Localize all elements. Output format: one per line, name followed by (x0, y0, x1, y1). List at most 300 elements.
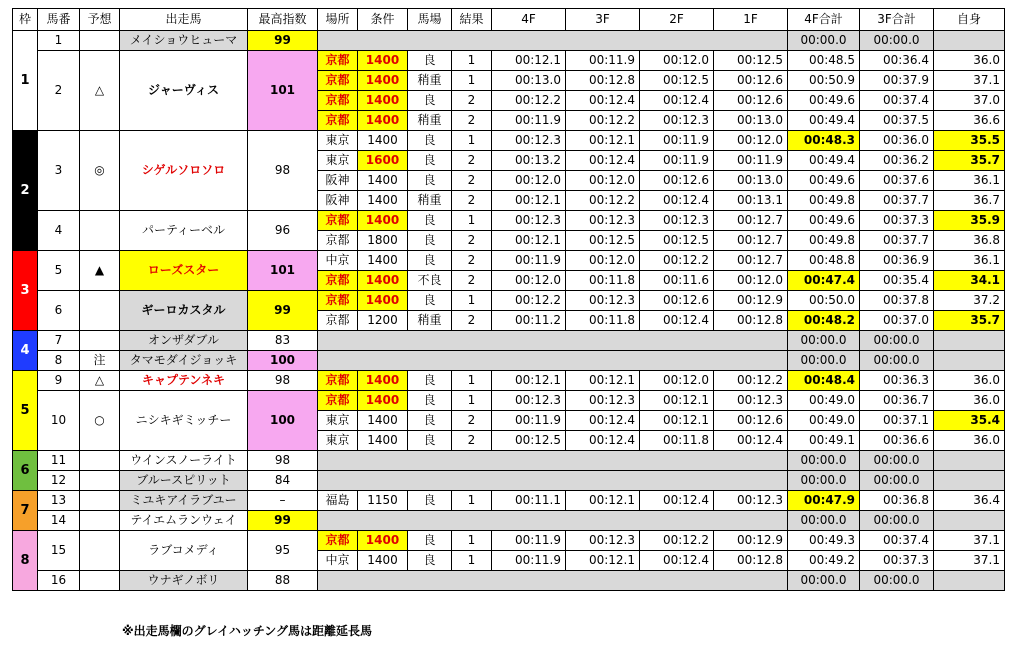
venue-cell: 京都 (318, 311, 358, 331)
horse-name-cell: ニシキギミッチー (120, 391, 248, 451)
split-4f-cell: 00:12.1 (492, 231, 566, 251)
split-4f-cell: 00:12.0 (492, 271, 566, 291)
total-4f-cell: 00:49.6 (788, 91, 860, 111)
split-4f-cell: 00:12.0 (492, 171, 566, 191)
split-4f-cell: 00:12.2 (492, 91, 566, 111)
total-4f-cell: 00:50.0 (788, 291, 860, 311)
split-4f-cell: 00:11.9 (492, 531, 566, 551)
max-index-cell: 88 (248, 571, 318, 591)
horse-number-cell: 1 (38, 31, 80, 51)
split-1f-cell: 00:12.4 (714, 431, 788, 451)
horse-name-cell: ブルースピリット (120, 471, 248, 491)
split-3f-cell: 00:12.4 (566, 151, 640, 171)
distance-cell: 1400 (358, 391, 408, 411)
venue-cell: 東京 (318, 131, 358, 151)
max-index-cell: 95 (248, 531, 318, 571)
distance-cell: 1400 (358, 51, 408, 71)
prediction-mark-cell (80, 571, 120, 591)
total-4f-cell: 00:49.3 (788, 531, 860, 551)
max-index-cell: 99 (248, 31, 318, 51)
split-1f-cell: 00:13.0 (714, 171, 788, 191)
total-4f-cell: 00:00.0 (788, 331, 860, 351)
track-condition-cell: 良 (408, 291, 452, 311)
total-4f-cell: 00:49.4 (788, 151, 860, 171)
split-3f-cell: 00:12.1 (566, 491, 640, 511)
horse-number-cell: 4 (38, 211, 80, 251)
result-cell: 1 (452, 51, 492, 71)
track-condition-cell: 良 (408, 51, 452, 71)
split-2f-cell: 00:12.4 (640, 91, 714, 111)
max-index-cell: 99 (248, 291, 318, 331)
split-4f-cell: 00:12.3 (492, 211, 566, 231)
self-time-cell: 35.7 (934, 311, 1005, 331)
split-1f-cell: 00:12.6 (714, 71, 788, 91)
max-index-cell: 98 (248, 371, 318, 391)
horse-number-cell: 5 (38, 251, 80, 291)
split-3f-cell: 00:12.1 (566, 371, 640, 391)
result-cell: 2 (452, 311, 492, 331)
total-3f-cell: 00:36.9 (860, 251, 934, 271)
prediction-mark-cell (80, 451, 120, 471)
frame-number-cell: 5 (13, 371, 38, 451)
horse-name-cell: テイエムランウェイ (120, 511, 248, 531)
column-header: 4F合計 (788, 9, 860, 31)
distance-cell: 1400 (358, 71, 408, 91)
horse-number-cell: 15 (38, 531, 80, 571)
split-2f-cell: 00:12.4 (640, 191, 714, 211)
distance-cell: 1400 (358, 271, 408, 291)
self-time-cell: 36.0 (934, 371, 1005, 391)
total-3f-cell: 00:00.0 (860, 331, 934, 351)
track-condition-cell: 良 (408, 151, 452, 171)
split-4f-cell: 00:12.3 (492, 131, 566, 151)
split-3f-cell: 00:12.3 (566, 531, 640, 551)
split-4f-cell: 00:13.2 (492, 151, 566, 171)
track-condition-cell: 良 (408, 531, 452, 551)
split-2f-cell: 00:12.3 (640, 211, 714, 231)
self-time-cell (934, 331, 1005, 351)
split-3f-cell: 00:12.4 (566, 431, 640, 451)
distance-cell: 1400 (358, 171, 408, 191)
split-3f-cell: 00:12.1 (566, 551, 640, 571)
horse-name-cell: オンザダブル (120, 331, 248, 351)
result-cell: 1 (452, 71, 492, 91)
result-cell: 2 (452, 431, 492, 451)
split-4f-cell: 00:11.9 (492, 551, 566, 571)
total-3f-cell: 00:00.0 (860, 451, 934, 471)
self-time-cell: 35.4 (934, 411, 1005, 431)
prediction-mark-cell: ◎ (80, 131, 120, 211)
horse-number-cell: 10 (38, 391, 80, 451)
self-time-cell: 37.2 (934, 291, 1005, 311)
track-condition-cell: 良 (408, 251, 452, 271)
split-4f-cell: 00:12.1 (492, 191, 566, 211)
horse-name-cell: ウインスノーライト (120, 451, 248, 471)
total-3f-cell: 00:00.0 (860, 31, 934, 51)
prediction-mark-cell (80, 491, 120, 511)
split-3f-cell: 00:12.0 (566, 171, 640, 191)
venue-cell: 京都 (318, 271, 358, 291)
track-condition-cell: 良 (408, 91, 452, 111)
result-cell: 1 (452, 291, 492, 311)
horse-name-cell: ミユキアイラブユー (120, 491, 248, 511)
horse-name-cell: パーティーベル (120, 211, 248, 251)
table-row (13, 31, 1005, 51)
self-time-cell (934, 451, 1005, 471)
distance-cell: 1400 (358, 551, 408, 571)
split-2f-cell: 00:11.8 (640, 431, 714, 451)
split-1f-cell: 00:12.5 (714, 51, 788, 71)
split-2f-cell: 00:12.5 (640, 231, 714, 251)
self-time-cell: 36.0 (934, 51, 1005, 71)
column-header: 馬番 (38, 9, 80, 31)
no-race-data-cell (318, 571, 788, 591)
max-index-cell: 99 (248, 511, 318, 531)
venue-cell: 阪神 (318, 171, 358, 191)
prediction-mark-cell (80, 211, 120, 251)
venue-cell: 京都 (318, 91, 358, 111)
frame-number-cell: 6 (13, 451, 38, 491)
split-3f-cell: 00:12.4 (566, 91, 640, 111)
distance-cell: 1400 (358, 191, 408, 211)
table-row (13, 51, 1005, 71)
split-2f-cell: 00:12.6 (640, 291, 714, 311)
split-1f-cell: 00:12.9 (714, 531, 788, 551)
total-3f-cell: 00:36.3 (860, 371, 934, 391)
split-3f-cell: 00:12.0 (566, 251, 640, 271)
total-4f-cell: 00:49.8 (788, 191, 860, 211)
split-3f-cell: 00:11.9 (566, 51, 640, 71)
venue-cell: 東京 (318, 431, 358, 451)
prediction-mark-cell (80, 531, 120, 571)
track-condition-cell: 稍重 (408, 191, 452, 211)
table-row (13, 331, 1005, 351)
horse-name-cell: ローズスター (120, 251, 248, 291)
split-3f-cell: 00:12.3 (566, 211, 640, 231)
split-1f-cell: 00:12.6 (714, 91, 788, 111)
self-time-cell: 36.1 (934, 171, 1005, 191)
horse-name-cell: シゲルソロソロ (120, 131, 248, 211)
frame-number-cell: 2 (13, 131, 38, 251)
split-3f-cell: 00:12.4 (566, 411, 640, 431)
total-3f-cell: 00:37.3 (860, 211, 934, 231)
column-header: 場所 (318, 9, 358, 31)
horse-number-cell: 3 (38, 131, 80, 211)
split-1f-cell: 00:12.3 (714, 391, 788, 411)
distance-cell: 1400 (358, 211, 408, 231)
horse-number-cell: 9 (38, 371, 80, 391)
split-1f-cell: 00:12.2 (714, 371, 788, 391)
total-4f-cell: 00:49.0 (788, 391, 860, 411)
max-index-cell: 101 (248, 251, 318, 291)
horse-number-cell: 14 (38, 511, 80, 531)
max-index-cell: 101 (248, 51, 318, 131)
split-2f-cell: 00:12.0 (640, 371, 714, 391)
total-3f-cell: 00:36.2 (860, 151, 934, 171)
table-row (13, 451, 1005, 471)
split-2f-cell: 00:11.9 (640, 131, 714, 151)
venue-cell: 京都 (318, 371, 358, 391)
column-header: 自身 (934, 9, 1005, 31)
result-cell: 2 (452, 171, 492, 191)
table-body (13, 31, 1005, 591)
total-3f-cell: 00:37.7 (860, 231, 934, 251)
self-time-cell: 37.0 (934, 91, 1005, 111)
result-cell: 1 (452, 391, 492, 411)
total-4f-cell: 00:00.0 (788, 471, 860, 491)
venue-cell: 京都 (318, 391, 358, 411)
split-4f-cell: 00:11.9 (492, 111, 566, 131)
self-time-cell: 36.4 (934, 491, 1005, 511)
prediction-mark-cell (80, 471, 120, 491)
split-1f-cell: 00:12.0 (714, 271, 788, 291)
split-1f-cell: 00:12.7 (714, 251, 788, 271)
result-cell: 1 (452, 211, 492, 231)
track-condition-cell: 良 (408, 431, 452, 451)
split-1f-cell: 00:12.3 (714, 491, 788, 511)
table-row (13, 371, 1005, 391)
venue-cell: 京都 (318, 291, 358, 311)
max-index-cell: 98 (248, 451, 318, 471)
distance-cell: 1400 (358, 371, 408, 391)
horse-number-cell: 16 (38, 571, 80, 591)
track-condition-cell: 稍重 (408, 111, 452, 131)
result-cell: 1 (452, 371, 492, 391)
total-4f-cell: 00:00.0 (788, 571, 860, 591)
column-header: 結果 (452, 9, 492, 31)
total-4f-cell: 00:00.0 (788, 511, 860, 531)
split-4f-cell: 00:11.2 (492, 311, 566, 331)
distance-cell: 1200 (358, 311, 408, 331)
split-4f-cell: 00:11.9 (492, 251, 566, 271)
self-time-cell (934, 571, 1005, 591)
distance-cell: 1400 (358, 251, 408, 271)
total-3f-cell: 00:36.4 (860, 51, 934, 71)
self-time-cell: 36.0 (934, 391, 1005, 411)
total-3f-cell: 00:00.0 (860, 571, 934, 591)
split-3f-cell: 00:11.8 (566, 311, 640, 331)
track-condition-cell: 良 (408, 211, 452, 231)
race-table-container (12, 8, 998, 591)
self-time-cell: 35.5 (934, 131, 1005, 151)
distance-cell: 1400 (358, 411, 408, 431)
total-4f-cell: 00:00.0 (788, 351, 860, 371)
venue-cell: 京都 (318, 531, 358, 551)
table-row (13, 571, 1005, 591)
split-2f-cell: 00:12.0 (640, 51, 714, 71)
split-1f-cell: 00:12.8 (714, 311, 788, 331)
result-cell: 2 (452, 271, 492, 291)
column-header: 1F (714, 9, 788, 31)
venue-cell: 京都 (318, 51, 358, 71)
split-1f-cell: 00:12.7 (714, 231, 788, 251)
self-time-cell: 34.1 (934, 271, 1005, 291)
split-2f-cell: 00:11.9 (640, 151, 714, 171)
split-2f-cell: 00:12.3 (640, 111, 714, 131)
prediction-mark-cell: △ (80, 371, 120, 391)
split-2f-cell: 00:12.4 (640, 491, 714, 511)
venue-cell: 京都 (318, 211, 358, 231)
horse-name-cell: タマモダイジョッキ (120, 351, 248, 371)
total-4f-cell: 00:48.5 (788, 51, 860, 71)
max-index-cell: 96 (248, 211, 318, 251)
prediction-mark-cell: △ (80, 51, 120, 131)
self-time-cell: 36.8 (934, 231, 1005, 251)
total-4f-cell: 00:49.8 (788, 231, 860, 251)
total-4f-cell: 00:48.2 (788, 311, 860, 331)
table-row (13, 531, 1005, 551)
horse-number-cell: 12 (38, 471, 80, 491)
split-4f-cell: 00:11.9 (492, 411, 566, 431)
total-3f-cell: 00:37.5 (860, 111, 934, 131)
split-4f-cell: 00:12.2 (492, 291, 566, 311)
distance-cell: 1600 (358, 151, 408, 171)
distance-cell: 1400 (358, 431, 408, 451)
column-header: 予想 (80, 9, 120, 31)
horse-name-cell: ラブコメディ (120, 531, 248, 571)
track-condition-cell: 稍重 (408, 71, 452, 91)
self-time-cell: 37.1 (934, 71, 1005, 91)
self-time-cell: 35.7 (934, 151, 1005, 171)
split-1f-cell: 00:13.1 (714, 191, 788, 211)
track-condition-cell: 不良 (408, 271, 452, 291)
column-header: 出走馬 (120, 9, 248, 31)
total-3f-cell: 00:00.0 (860, 471, 934, 491)
header-row (13, 9, 1005, 31)
horse-name-cell: ウナギノボリ (120, 571, 248, 591)
total-4f-cell: 00:49.6 (788, 211, 860, 231)
total-3f-cell: 00:00.0 (860, 511, 934, 531)
column-header: 枠 (13, 9, 38, 31)
split-3f-cell: 00:12.2 (566, 111, 640, 131)
track-condition-cell: 良 (408, 391, 452, 411)
total-4f-cell: 00:49.0 (788, 411, 860, 431)
result-cell: 2 (452, 251, 492, 271)
total-4f-cell: 00:49.1 (788, 431, 860, 451)
split-2f-cell: 00:12.2 (640, 251, 714, 271)
prediction-mark-cell: ○ (80, 391, 120, 451)
split-2f-cell: 00:12.4 (640, 551, 714, 571)
frame-number-cell: 1 (13, 31, 38, 131)
horse-name-cell: キャプテンネキ (120, 371, 248, 391)
split-4f-cell: 00:12.1 (492, 371, 566, 391)
split-2f-cell: 00:12.2 (640, 531, 714, 551)
total-3f-cell: 00:36.0 (860, 131, 934, 151)
split-3f-cell: 00:12.5 (566, 231, 640, 251)
no-race-data-cell (318, 451, 788, 471)
max-index-cell: 100 (248, 351, 318, 371)
total-4f-cell: 00:47.4 (788, 271, 860, 291)
total-4f-cell: 00:47.9 (788, 491, 860, 511)
total-3f-cell: 00:37.4 (860, 531, 934, 551)
horse-number-cell: 8 (38, 351, 80, 371)
distance-cell: 1800 (358, 231, 408, 251)
max-index-cell: 84 (248, 471, 318, 491)
total-3f-cell: 00:37.1 (860, 411, 934, 431)
venue-cell: 中京 (318, 251, 358, 271)
total-3f-cell: 00:36.6 (860, 431, 934, 451)
self-time-cell: 36.6 (934, 111, 1005, 131)
footnote: ※出走馬欄のグレイハッチング馬は距離延長馬 (122, 624, 372, 638)
total-3f-cell: 00:37.0 (860, 311, 934, 331)
distance-cell: 1400 (358, 91, 408, 111)
distance-cell: 1400 (358, 291, 408, 311)
horse-number-cell: 13 (38, 491, 80, 511)
total-4f-cell: 00:00.0 (788, 451, 860, 471)
column-header: 3F (566, 9, 640, 31)
total-3f-cell: 00:35.4 (860, 271, 934, 291)
horse-number-cell: 7 (38, 331, 80, 351)
total-3f-cell: 00:36.8 (860, 491, 934, 511)
total-4f-cell: 00:49.4 (788, 111, 860, 131)
venue-cell: 京都 (318, 231, 358, 251)
frame-number-cell: 8 (13, 531, 38, 591)
total-3f-cell: 00:37.8 (860, 291, 934, 311)
track-condition-cell: 良 (408, 131, 452, 151)
column-header: 最高指数 (248, 9, 318, 31)
split-3f-cell: 00:11.8 (566, 271, 640, 291)
result-cell: 2 (452, 91, 492, 111)
split-1f-cell: 00:12.8 (714, 551, 788, 571)
track-condition-cell: 良 (408, 491, 452, 511)
split-3f-cell: 00:12.2 (566, 191, 640, 211)
table-row (13, 491, 1005, 511)
split-4f-cell: 00:12.1 (492, 51, 566, 71)
self-time-cell: 36.0 (934, 431, 1005, 451)
split-1f-cell: 00:12.9 (714, 291, 788, 311)
track-condition-cell: 良 (408, 231, 452, 251)
self-time-cell: 36.7 (934, 191, 1005, 211)
split-2f-cell: 00:12.6 (640, 171, 714, 191)
prediction-mark-cell: ▲ (80, 251, 120, 291)
self-time-cell (934, 471, 1005, 491)
split-1f-cell: 00:12.0 (714, 131, 788, 151)
column-header: 2F (640, 9, 714, 31)
prediction-mark-cell (80, 331, 120, 351)
split-4f-cell: 00:12.5 (492, 431, 566, 451)
distance-cell: 1150 (358, 491, 408, 511)
prediction-mark-cell (80, 291, 120, 331)
split-4f-cell: 00:11.1 (492, 491, 566, 511)
table-row (13, 131, 1005, 151)
self-time-cell: 35.9 (934, 211, 1005, 231)
frame-number-cell: 7 (13, 491, 38, 531)
prediction-mark-cell: 注 (80, 351, 120, 371)
self-time-cell: 37.1 (934, 551, 1005, 571)
max-index-cell: 100 (248, 391, 318, 451)
table-row (13, 511, 1005, 531)
split-2f-cell: 00:12.1 (640, 411, 714, 431)
max-index-cell: 98 (248, 131, 318, 211)
split-2f-cell: 00:12.5 (640, 71, 714, 91)
horse-number-cell: 2 (38, 51, 80, 131)
total-4f-cell: 00:48.4 (788, 371, 860, 391)
max-index-cell: – (248, 491, 318, 511)
max-index-cell: 83 (248, 331, 318, 351)
venue-cell: 中京 (318, 551, 358, 571)
total-3f-cell: 00:36.7 (860, 391, 934, 411)
distance-cell: 1400 (358, 111, 408, 131)
venue-cell: 福島 (318, 491, 358, 511)
table-row (13, 291, 1005, 311)
venue-cell: 東京 (318, 151, 358, 171)
split-1f-cell: 00:11.9 (714, 151, 788, 171)
horse-name-cell: ギーロカスタル (120, 291, 248, 331)
no-race-data-cell (318, 31, 788, 51)
prediction-mark-cell (80, 31, 120, 51)
result-cell: 1 (452, 491, 492, 511)
self-time-cell: 37.1 (934, 531, 1005, 551)
